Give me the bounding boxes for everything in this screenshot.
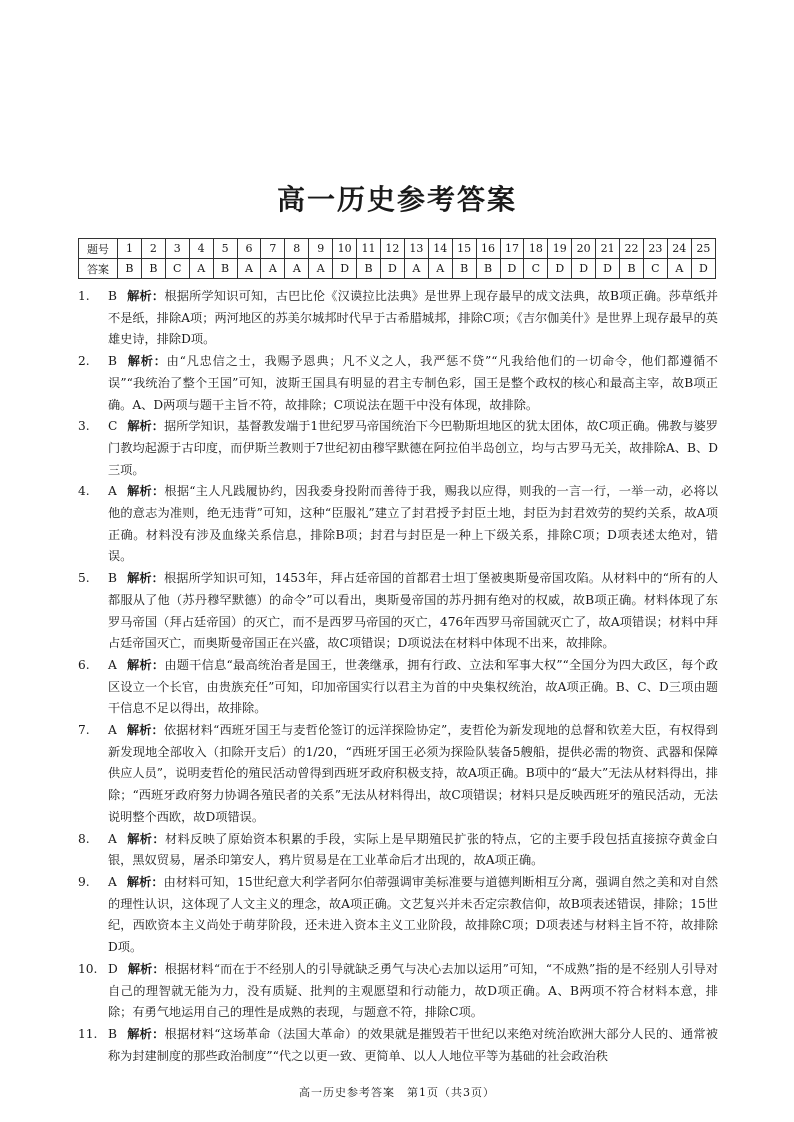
answer-cell: B	[141, 259, 165, 279]
answer-cell: A	[428, 259, 452, 279]
answer-cell: C	[643, 259, 667, 279]
analysis-label: 解析：	[126, 831, 165, 846]
item-answer: A	[108, 657, 117, 672]
item-content	[108, 568, 718, 655]
question-number: 5	[213, 239, 237, 259]
item-text: 根据所学知识可知，1453年，拜占廷帝国的首都君士坦丁堡被奥斯曼帝国攻陷。从材料中的“所有的人都服从了他（苏丹穆罕默德）的命令”可以看出，奥斯曼帝国的苏丹拥有绝对的权威，故B项正确。材料体现了东罗马帝国（拜占廷帝国）的灭亡，而不是西罗马帝国的灭亡，476年西罗马帝国就灭亡了，故A项错误；材料中拜占廷帝国灭亡，而奥斯曼帝国正在兴盛，故C项错误；D项说法在材料中体现不出来，故排除。	[108, 571, 719, 651]
answer-label: 答案	[79, 259, 118, 279]
item-answer: A	[108, 831, 117, 846]
question-number: 6	[237, 239, 261, 259]
question-number: 18	[524, 239, 548, 259]
analysis-label: 解析：	[126, 484, 165, 499]
item-number: 6.	[78, 657, 90, 672]
item-content	[108, 872, 718, 959]
question-number: 19	[548, 239, 572, 259]
answer-cell: B	[118, 259, 142, 279]
answer-cell: D	[333, 259, 357, 279]
analysis-label: 解析：	[126, 657, 165, 672]
item-content	[108, 829, 718, 872]
item-text: 由题干信息“最高统治者是国王，世袭继承，拥有行政、立法和军事大权”“全国分为四大政区，每个政区设立一个长官，由贵族充任”可知，印加帝国实行以君主为首的中央集权统治，故A项正确。B、C、D三项由题干信息不足以得出，故排除。	[108, 657, 718, 716]
answer-cell: D	[500, 259, 524, 279]
answer-cell: A	[261, 259, 285, 279]
question-number: 9	[309, 239, 333, 259]
explanation-item	[78, 416, 718, 481]
question-number: 15	[452, 239, 476, 259]
item-text: 依据材料“西班牙国王与麦哲伦签订的远洋探险协定”，麦哲伦为新发现地的总督和钦差大臣，有权得到新发现地全部收入（扣除开支后）的1/20，“西班牙国王必须为探险队装备5艘船，提供必需的物资、武器和保障供应人员”，说明麦哲伦的殖民活动曾得到西班牙政府积极支持，故A项正确。B项中的“最大”无法从材料得出，排除；“西班牙政府努力协调各殖民者的关系”无法从材料得出，故C项错误；材料只是反映西班牙的殖民活动，无法说明整个西欧，故D项错误。	[108, 723, 718, 824]
item-text: 根据材料“这场革命（法国大革命）的效果就是摧毁若干世纪以来绝对统治欧洲大部分人民的、通常被称为封建制度的那些政治制度”“代之以更一致、更简单、以人人地位平等为基础的社会政治秩	[108, 1026, 718, 1063]
answer-cell: C	[165, 259, 189, 279]
item-text: 据所学知识，基督教发端于1世纪罗马帝国统治下今巴勒斯坦地区的犹太团体，故C项正确。佛教与婆罗门教均起源于古印度，而伊斯兰教则于7世纪初由穆罕默德在阿拉伯半岛创立，均与古罗马无关，故排除A、B、D三项。	[108, 419, 718, 477]
answer-cell: A	[189, 259, 213, 279]
explanation-item	[78, 568, 718, 655]
answer-cell: D	[548, 259, 572, 279]
item-content	[108, 416, 718, 481]
item-text: 由“凡忠信之士，我赐予恩典；凡不义之人，我严惩不贷”“凡我给他们的一切命令，他们都遵循不误”“我统治了整个王国”可知，波斯王国具有明显的君主专制色彩，国王是整个政权的核心和最高主宰，故B项正确。A、D两项与题干主旨不符，故排除；C项说法在题干中没有体现，故排除。	[108, 354, 718, 412]
item-answer: B	[108, 354, 117, 369]
item-answer: A	[108, 874, 117, 889]
answer-cell: D	[572, 259, 596, 279]
question-number: 23	[643, 239, 667, 259]
analysis-label: 解析：	[126, 571, 164, 586]
item-answer: B	[108, 1026, 117, 1041]
answer-cell: A	[285, 259, 309, 279]
item-number: 5.	[78, 571, 90, 586]
item-number: 4.	[78, 484, 90, 499]
explanation-item	[78, 720, 718, 829]
analysis-label: 解析：	[126, 723, 164, 738]
item-answer: A	[108, 484, 117, 499]
explanation-item	[78, 351, 718, 416]
answer-table	[78, 238, 716, 279]
question-number: 3	[165, 239, 189, 259]
analysis-label: 解析：	[127, 961, 165, 976]
item-number: 9.	[78, 874, 90, 889]
answer-cell: A	[404, 259, 428, 279]
explanation-item	[78, 286, 718, 351]
question-number: 16	[476, 239, 500, 259]
item-content	[108, 959, 718, 1024]
question-number-label: 题号	[79, 239, 118, 259]
answer-cell: B	[476, 259, 500, 279]
item-number: 11.	[78, 1026, 98, 1041]
item-number: 3.	[78, 419, 90, 434]
item-number: 8.	[78, 831, 90, 846]
question-number: 21	[596, 239, 620, 259]
page-footer: 高一历史参考答案 第1页（共3页）	[299, 1086, 495, 1099]
question-number: 8	[285, 239, 309, 259]
item-content	[108, 655, 718, 720]
question-number: 20	[572, 239, 596, 259]
answer-cell: A	[309, 259, 333, 279]
question-number: 14	[428, 239, 452, 259]
answer-table-header-row	[79, 239, 716, 259]
item-content	[108, 720, 718, 829]
item-content	[108, 481, 718, 568]
item-text: 根据所学知识可知，古巴比伦《汉谟拉比法典》是世界上现存最早的成文法典，故B项正确。莎草纸并不是纸，排除A项；两河地区的苏美尔城邦时代早于古希腊城邦，排除C项；《吉尔伽美什》是世界上现存最早的英雄史诗，排除D项。	[108, 289, 718, 347]
answer-cell: D	[596, 259, 620, 279]
question-number: 10	[333, 239, 357, 259]
item-answer: B	[108, 571, 117, 586]
explanation-item	[78, 481, 718, 568]
question-number: 22	[620, 239, 644, 259]
item-content	[108, 1024, 718, 1067]
explanation-item	[78, 872, 718, 959]
answer-cell: A	[667, 259, 691, 279]
item-text: 根据材料“而在于不经别人的引导就缺乏勇气与决心去加以运用”可知，“不成熟”指的是不经别人引导对自己的理智就无能为力，没有质疑、批判的主观愿望和行动能力，故D项正确。A、B两项不符合材料本意，排除；有勇气地运用自己的理性是成熟的表现，与题意不符，排除C项。	[108, 961, 719, 1020]
answer-table-answer-row	[79, 259, 716, 279]
item-number: 10.	[78, 961, 98, 976]
item-text: 由材料可知，15世纪意大利学者阿尔伯蒂强调审美标准要与道德判断相互分离，强调自然之美和对自然的理性认识，这体现了人文主义的理念，故A项正确。文艺复兴并未否定宗教信仰，故B项表述错误，排除；15世纪，西欧资本主义尚处于萌芽阶段，还未进入资本主义工业阶段，故排除C项；D项表述与材料主旨不符，故排除D项。	[108, 874, 719, 955]
answer-cell: D	[691, 259, 715, 279]
item-answer: A	[108, 723, 117, 738]
explanation-item	[78, 1024, 718, 1067]
question-number: 7	[261, 239, 285, 259]
question-number: 24	[667, 239, 691, 259]
item-number: 2.	[78, 354, 90, 369]
item-content	[108, 286, 718, 351]
answer-cell: C	[524, 259, 548, 279]
explanation-item	[78, 829, 718, 872]
analysis-label: 解析：	[126, 289, 165, 303]
analysis-label: 解析：	[126, 1026, 165, 1041]
answer-cell: A	[237, 259, 261, 279]
question-number: 4	[189, 239, 213, 259]
answer-cell: B	[452, 259, 476, 279]
item-answer: D	[108, 961, 118, 976]
item-number: 7.	[78, 723, 90, 738]
question-number: 1	[118, 239, 142, 259]
explanation-item	[78, 959, 718, 1024]
item-answer: C	[108, 419, 118, 434]
answer-cell: B	[213, 259, 237, 279]
analysis-label: 解析：	[126, 354, 167, 369]
item-number: 1.	[78, 289, 90, 303]
answer-cell: B	[620, 259, 644, 279]
question-number: 13	[404, 239, 428, 259]
question-number: 12	[380, 239, 404, 259]
item-text: 根据“主人凡践履协约，因我委身投附而善待于我，赐我以应得，则我的一言一行，一举一动，必将以他的意志为准则，绝无违背”可知，这种“臣服礼”建立了封君授予封臣土地，封臣为封君效劳的契约关系，故A项正确。材料没有涉及血缘关系信息，排除B项；封君与封臣是一种上下级关系，排除C项；D项表述太绝对，错误。	[108, 484, 718, 564]
item-answer: B	[108, 289, 117, 303]
question-number: 2	[141, 239, 165, 259]
explanation-item	[78, 655, 718, 720]
question-number: 17	[500, 239, 524, 259]
question-number: 25	[691, 239, 715, 259]
question-number: 11	[357, 239, 381, 259]
answer-cell: B	[357, 259, 381, 279]
item-text: 材料反映了原始资本积累的手段，实际上是早期殖民扩张的特点，它的主要手段包括直接掠夺黄金白银，黑奴贸易，屠杀印第安人，鸦片贸易是在工业革命后才出现的，故A项正确。	[108, 831, 719, 868]
page-title: 高一历史参考答案	[276, 183, 517, 216]
answer-cell: D	[380, 259, 404, 279]
analysis-label: 解析：	[127, 419, 164, 434]
explanation-list	[78, 286, 718, 1067]
analysis-label: 解析：	[126, 874, 164, 889]
item-content	[108, 351, 718, 416]
